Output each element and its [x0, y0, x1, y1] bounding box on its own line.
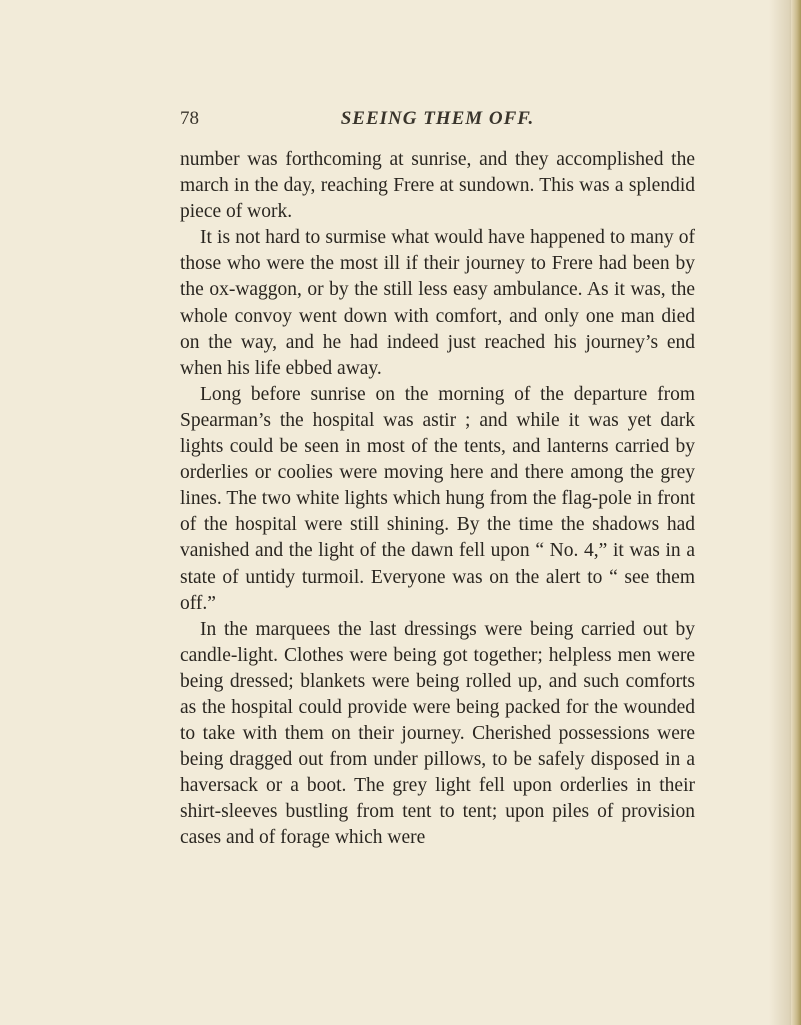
paragraph: In the marquees the last dressings were being carried out by candle-light. Clothes were being got together; helpless men were being dressed; blankets were being rolled up, and such comforts as the hospital could provide were being packed for the wounded to take with them on their journey. Cherished possessions were being dragged out from under pillows, to be safely disposed in a haversack or a boot. The grey light fell upon orderlies in their shirt-sleeves bustling from tent to tent; upon piles of provision cases and of forage which were: [180, 618, 695, 849]
page-number: 78: [180, 108, 199, 129]
running-title: SEEING THEM OFF.: [340, 108, 535, 129]
running-head: [180, 108, 695, 136]
paragraph: Long before sunrise on the morning of the departure from Spearman’s the hospital was astir ; and while it was yet dark lights could be seen in most of the tents, and lanterns carried by orderlies or coolies were moving here and there among the grey lines. The two white lights which hung from the flag-pole in front of the hospital were still shining. By the time the shadows had vanished and the light of the dawn fell upon “ No. 4,” it was in a state of untidy turmoil. Everyone was on the alert to “ see them off.”: [180, 383, 695, 614]
paragraph: number was forthcoming at sunrise, and they accomplished the march in the day, reaching Frere at sundown. This was a splendid piece of work.: [180, 149, 695, 223]
body-text: [180, 147, 695, 852]
page-edge: [791, 0, 801, 1025]
paragraph: It is not hard to surmise what would have happened to many of those who were the most ill if their journey to Frere had been by the ox-waggon, or by the still less easy ambulance. As it was, the whole convoy went down with comfort, and only one man died on the way, and he had indeed just reached his journey’s end when his life ebbed away.: [180, 227, 695, 379]
